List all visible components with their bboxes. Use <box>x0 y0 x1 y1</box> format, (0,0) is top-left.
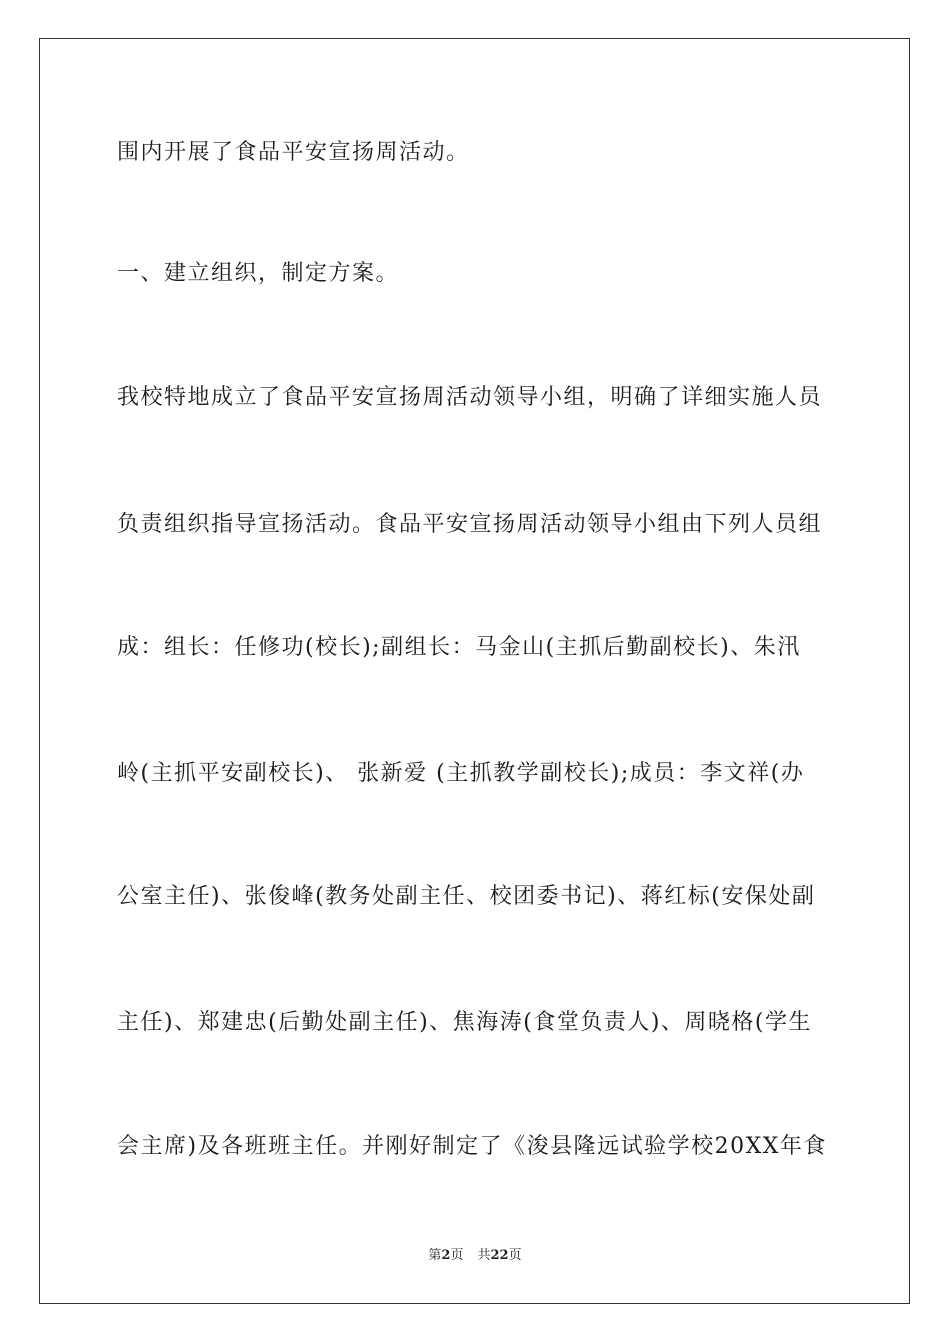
page-total: 22 <box>490 1248 509 1263</box>
paragraph-line: 围内开展了食品平安宣扬周活动。 <box>117 140 470 165</box>
page-prefix: 第 <box>428 1248 442 1263</box>
page-unit: 页 <box>450 1248 464 1263</box>
total-prefix: 共 <box>477 1248 491 1263</box>
paragraph-line: 成：组长：任修功(校长);副组长：马金山(主抓后勤副校长)、朱汛 <box>117 635 801 660</box>
paragraph-line: 我校特地成立了食品平安宣扬周活动领导小组，明确了详细实施人员 <box>117 385 823 410</box>
paragraph-line: 岭(主抓平安副校长)、 张新爱 (主抓教学副校长);成员：李文祥(办 <box>117 761 805 786</box>
page-current: 2 <box>441 1248 451 1263</box>
paragraph-line: 主任)、郑建忠(后勤处副主任)、焦海涛(食堂负责人)、周晓格(学生 <box>117 1010 813 1035</box>
paragraph-line: 负责组织指导宣扬活动。食品平安宣扬周活动领导小组由下列人员组 <box>117 512 823 537</box>
paragraph-line: 会主席)及各班班主任。并刚好制定了《浚县隆远试验学校20XX年食 <box>117 1134 827 1159</box>
section-heading: 一、建立组织，制定方案。 <box>117 261 400 286</box>
page-frame <box>39 38 910 1304</box>
page-footer <box>0 1247 950 1265</box>
paragraph-line: 公室主任)、张俊峰(教务处副主任、校团委书记)、蒋红标(安保处副 <box>117 884 816 909</box>
total-unit: 页 <box>508 1248 522 1263</box>
